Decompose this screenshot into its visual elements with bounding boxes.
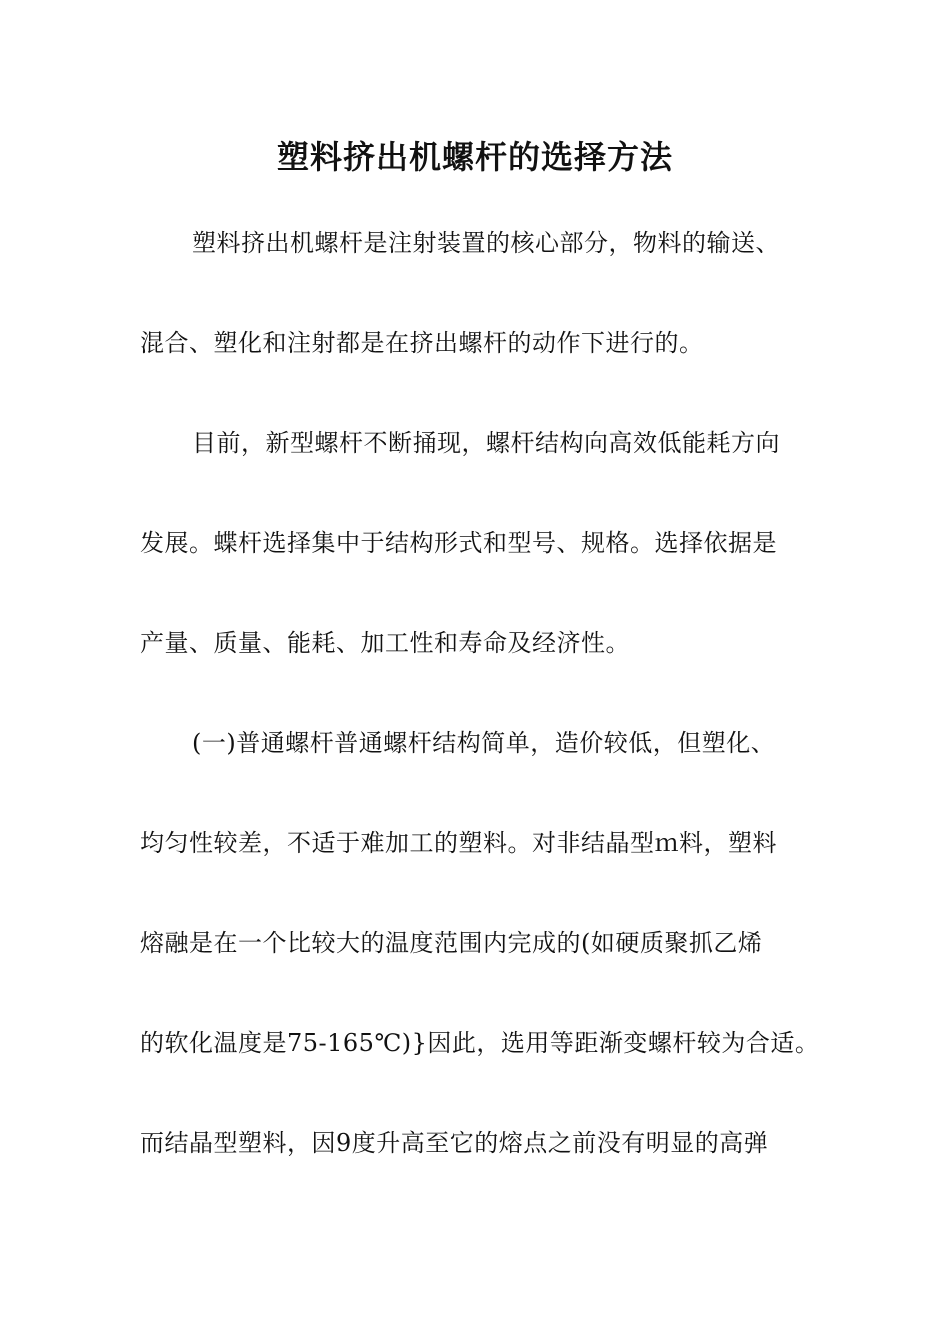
paragraph-line: 目前，新型螺杆不断捅现，螺杆结构向高效低能耗方向: [192, 429, 780, 457]
paragraph-line: 的软化温度是75-165℃)}因此，选用等距渐变螺杆较为合适。: [140, 1029, 820, 1057]
paragraph-line: (一)普通螺杆普通螺杆结构简单，造价较低，但塑化、: [192, 729, 776, 757]
paragraph-line: 混合、塑化和注射都是在挤出螺杆的动作下进行的。: [140, 329, 704, 357]
paragraph-line: 熔融是在一个比较大的温度范围内完成的(如硬质聚抓乙烯: [140, 929, 763, 957]
paragraph-line: 产量、质量、能耗、加工性和寿命及经济性。: [140, 629, 630, 657]
document-title: 塑料挤出机螺杆的选择方法: [276, 138, 673, 176]
paragraph-line: 发展。蝶杆选择集中于结构形式和型号、规格。选择依据是: [140, 529, 777, 557]
paragraph-line: 而结晶型塑料，因9度升高至它的熔点之前没有明显的高弹: [140, 1129, 769, 1157]
paragraph-line: 均匀性较差，不适于难加工的塑料。对非结晶型ｍ料，塑料: [140, 829, 777, 857]
paragraph-line: 塑料挤出机螺杆是注射装置的核心部分，物料的输送、: [192, 229, 780, 257]
